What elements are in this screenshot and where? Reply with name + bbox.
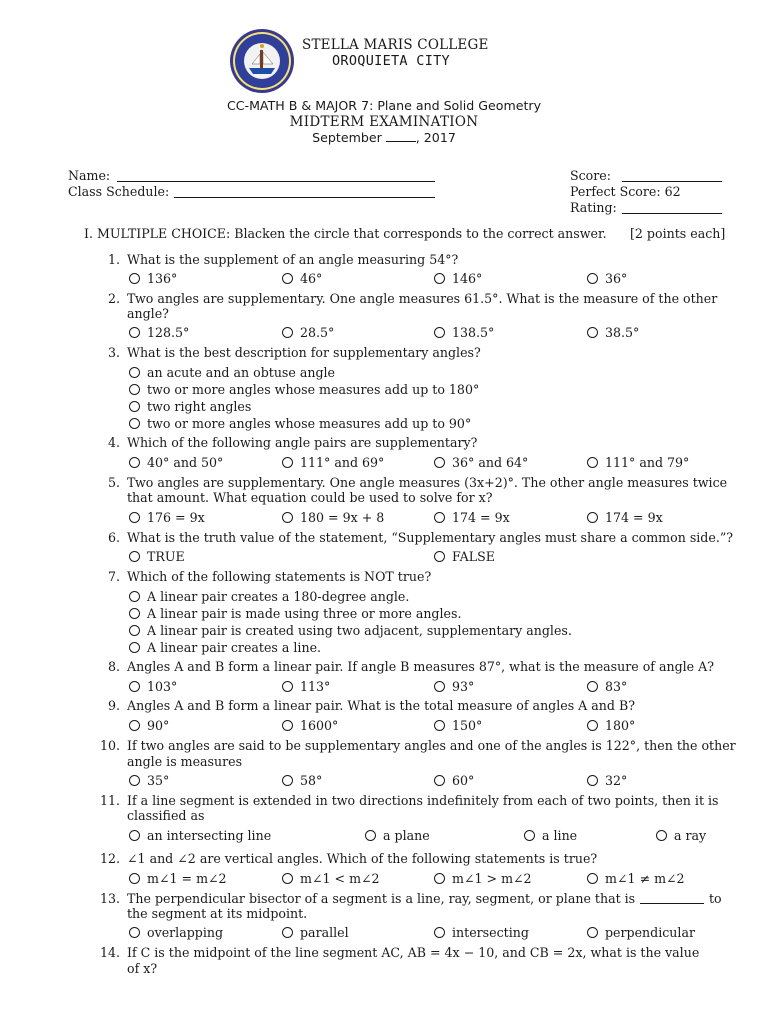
option[interactable] (587, 871, 685, 886)
radio-circle-icon[interactable] (129, 608, 140, 619)
schedule-label: Class Schedule: (68, 184, 170, 199)
radio-circle-icon[interactable] (434, 551, 445, 562)
option[interactable] (129, 325, 189, 340)
option[interactable] (365, 828, 430, 843)
option-label: 1600° (300, 718, 339, 733)
radio-circle-icon[interactable] (587, 273, 598, 284)
question-number: 10. (99, 738, 120, 753)
date-blank (386, 131, 416, 142)
radio-circle-icon[interactable] (129, 591, 140, 602)
option-label: 176 = 9x (147, 510, 205, 525)
option[interactable] (129, 510, 205, 525)
question-text: What is the truth value of the statement, “Supplementary angles must share a common side.”? (127, 530, 734, 545)
option[interactable] (129, 416, 471, 431)
radio-circle-icon[interactable] (129, 625, 140, 636)
option[interactable] (282, 510, 384, 525)
option[interactable] (282, 455, 384, 470)
question-text: Two angles are supplementary. One angle measures 61.5°. What is the measure of the other (127, 291, 718, 306)
option[interactable] (282, 271, 322, 286)
radio-circle-icon[interactable] (587, 457, 598, 468)
rating-field[interactable] (622, 213, 722, 214)
option[interactable] (434, 510, 510, 525)
radio-circle-icon[interactable] (129, 720, 140, 731)
radio-circle-icon[interactable] (587, 327, 598, 338)
option-label: two or more angles whose measures add up to 90° (147, 416, 472, 431)
question-text: Two angles are supplementary. One angle measures (3x+2)°. The other angle measures twice (127, 475, 728, 490)
option[interactable] (434, 773, 474, 788)
question-text: The perpendicular bisector of a segment is a line, ray, segment, or plane that is (127, 891, 636, 906)
option-label: a ray (674, 828, 707, 843)
section-title: I. MULTIPLE CHOICE: Blacken the circle that corresponds to the correct answer. (84, 226, 607, 241)
option-label: 40° and 50° (147, 455, 224, 470)
radio-circle-icon[interactable] (129, 873, 140, 884)
school-name: STELLA MARIS COLLEGE (302, 37, 489, 53)
option[interactable] (587, 718, 635, 733)
option[interactable] (129, 679, 177, 694)
option-label: 180° (605, 718, 636, 733)
option[interactable] (434, 925, 529, 940)
question-number: 3. (107, 345, 120, 360)
option-label: perpendicular (605, 925, 695, 940)
option[interactable] (587, 271, 627, 286)
radio-circle-icon[interactable] (282, 681, 293, 692)
date-month: September (312, 130, 382, 145)
option[interactable] (434, 325, 494, 340)
option-label: A linear pair creates a 180-degree angle. (147, 589, 410, 604)
exam-title: MIDTERM EXAMINATION (289, 114, 479, 130)
radio-circle-icon[interactable] (282, 775, 293, 786)
option-label: 180 = 9x + 8 (300, 510, 385, 525)
option[interactable] (129, 382, 479, 397)
option-label: m∠1 ≠ m∠2 (605, 871, 685, 886)
option-label: 111° and 79° (605, 455, 690, 470)
option-label: an intersecting line (147, 828, 272, 843)
option[interactable] (282, 679, 330, 694)
question-text: angle is measures (127, 754, 243, 769)
name-label: Name: (68, 168, 111, 183)
option-label: 113° (300, 679, 331, 694)
option[interactable] (129, 455, 223, 470)
question-number: 4. (107, 435, 120, 450)
question-number: 12. (99, 851, 120, 866)
option-label: 35° (147, 773, 170, 788)
option-label: two right angles (147, 399, 252, 414)
radio-circle-icon[interactable] (587, 720, 598, 731)
radio-circle-icon[interactable] (129, 775, 140, 786)
radio-circle-icon[interactable] (129, 830, 140, 841)
radio-circle-icon[interactable] (282, 327, 293, 338)
radio-circle-icon[interactable] (587, 873, 598, 884)
radio-circle-icon[interactable] (282, 720, 293, 731)
option[interactable] (282, 925, 349, 940)
question-text: Angles A and B form a linear pair. If angle B measures 87°, what is the measure of angle A? (127, 659, 714, 674)
option[interactable] (129, 399, 251, 414)
question-number: 13. (99, 891, 120, 906)
question-text: What is the best description for supplementary angles? (127, 345, 481, 360)
radio-circle-icon[interactable] (129, 551, 140, 562)
option[interactable] (129, 773, 169, 788)
option-label: 38.5° (605, 325, 640, 340)
question-number: 9. (107, 698, 120, 713)
option-label: 83° (605, 679, 628, 694)
radio-circle-icon[interactable] (434, 327, 445, 338)
fill-in-blank[interactable] (640, 903, 704, 904)
score-label: Score: (570, 168, 611, 183)
option[interactable] (129, 623, 572, 638)
option-label: 46° (300, 271, 323, 286)
radio-circle-icon[interactable] (434, 873, 445, 884)
option-label: 111° and 69° (300, 455, 385, 470)
radio-circle-icon[interactable] (434, 273, 445, 284)
question-number: 5. (107, 475, 120, 490)
question-number: 7. (107, 569, 120, 584)
option-label: 136° (147, 271, 178, 286)
question-number: 2. (107, 291, 120, 306)
option[interactable] (434, 455, 528, 470)
option[interactable] (587, 510, 663, 525)
radio-circle-icon[interactable] (587, 927, 598, 938)
date-year: , 2017 (415, 130, 456, 145)
option-label: m∠1 = m∠2 (147, 871, 227, 886)
option-label: 128.5° (147, 325, 190, 340)
radio-circle-icon[interactable] (587, 681, 598, 692)
radio-circle-icon[interactable] (434, 512, 445, 523)
option[interactable] (129, 925, 223, 940)
radio-circle-icon[interactable] (434, 457, 445, 468)
option-label: FALSE (452, 549, 495, 564)
option[interactable] (434, 549, 495, 564)
option[interactable] (587, 773, 627, 788)
option[interactable] (129, 589, 409, 604)
radio-circle-icon[interactable] (282, 457, 293, 468)
option-label: two or more angles whose measures add up to 180° (147, 382, 480, 397)
perfect-score: Perfect Score: 62 (570, 184, 681, 199)
radio-circle-icon[interactable] (129, 273, 140, 284)
question-text: If a line segment is extended in two directions indefinitely from each of two points, then it is (127, 793, 719, 808)
option[interactable] (587, 925, 695, 940)
option[interactable] (129, 871, 227, 886)
question-text: Which of the following angle pairs are supplementary? (127, 435, 478, 450)
radio-circle-icon[interactable] (129, 418, 140, 429)
radio-circle-icon[interactable] (365, 830, 376, 841)
option-label: 103° (147, 679, 178, 694)
option-label: 174 = 9x (605, 510, 663, 525)
option-label: A linear pair is created using two adjacent, supplementary angles. (147, 623, 572, 638)
option-label: 174 = 9x (452, 510, 510, 525)
radio-circle-icon[interactable] (587, 512, 598, 523)
question-text: angle? (127, 306, 169, 321)
radio-circle-icon[interactable] (587, 775, 598, 786)
option[interactable] (434, 871, 532, 886)
option[interactable] (129, 271, 177, 286)
option[interactable] (434, 718, 482, 733)
score-field[interactable] (622, 181, 722, 182)
option-label: 32° (605, 773, 628, 788)
option[interactable] (434, 679, 474, 694)
radio-circle-icon[interactable] (282, 512, 293, 523)
radio-circle-icon[interactable] (434, 720, 445, 731)
option-label: intersecting (452, 925, 529, 940)
question-number: 6. (107, 530, 120, 545)
radio-circle-icon[interactable] (129, 457, 140, 468)
option[interactable] (282, 773, 322, 788)
radio-circle-icon[interactable] (282, 273, 293, 284)
question-text: that amount. What equation could be used to solve for x? (127, 490, 493, 505)
radio-circle-icon[interactable] (129, 927, 140, 938)
option[interactable] (282, 871, 380, 886)
option-label: 28.5° (300, 325, 335, 340)
question-number: 8. (107, 659, 120, 674)
radio-circle-icon[interactable] (434, 775, 445, 786)
option[interactable] (129, 606, 461, 621)
option-label: 150° (452, 718, 483, 733)
radio-circle-icon[interactable] (129, 512, 140, 523)
option[interactable] (282, 325, 334, 340)
course-title: CC-MATH B & MAJOR 7: Plane and Solid Geometry (226, 98, 542, 113)
exam-date (0, 130, 768, 145)
option-label: parallel (300, 925, 349, 940)
radio-circle-icon[interactable] (129, 384, 140, 395)
question-text: Angles A and B form a linear pair. What is the total measure of angles A and B? (127, 698, 635, 713)
option[interactable] (656, 828, 706, 843)
radio-circle-icon[interactable] (129, 401, 140, 412)
option[interactable] (434, 271, 482, 286)
question-text: of x? (127, 961, 158, 976)
question-text: What is the supplement of an angle measuring 54°? (127, 252, 459, 267)
question-text: If C is the midpoint of the line segment AC, AB = 4x − 10, and CB = 2x, what is the value (127, 945, 700, 960)
rating-label: Rating: (570, 200, 617, 215)
option-label: 93° (452, 679, 475, 694)
question-text: classified as (127, 808, 205, 823)
option-label: an acute and an obtuse angle (147, 365, 336, 380)
option[interactable] (129, 828, 271, 843)
question-number: 1. (107, 252, 120, 267)
option-label: m∠1 > m∠2 (452, 871, 532, 886)
option-label: TRUE (147, 549, 185, 564)
option-label: m∠1 < m∠2 (300, 871, 380, 886)
radio-circle-icon[interactable] (282, 873, 293, 884)
radio-circle-icon[interactable] (129, 642, 140, 653)
option-label: A linear pair creates a line. (147, 640, 322, 655)
option[interactable] (587, 325, 639, 340)
radio-circle-icon[interactable] (434, 681, 445, 692)
option-label: A linear pair is made using three or more angles. (147, 606, 462, 621)
radio-circle-icon[interactable] (282, 927, 293, 938)
radio-circle-icon[interactable] (524, 830, 535, 841)
question-number: 14. (99, 945, 120, 960)
question-number: 11. (99, 793, 120, 808)
option-label: 90° (147, 718, 170, 733)
option-label: 60° (452, 773, 475, 788)
option[interactable] (587, 679, 627, 694)
option[interactable] (282, 718, 338, 733)
option-label: 36° (605, 271, 628, 286)
question-text: to (709, 891, 722, 906)
option-label: 138.5° (452, 325, 495, 340)
option-label: overlapping (147, 925, 224, 940)
option[interactable] (587, 455, 689, 470)
college-seal-logo (229, 28, 295, 94)
option-label: 36° and 64° (452, 455, 529, 470)
radio-circle-icon[interactable] (129, 681, 140, 692)
option-label: a plane (383, 828, 430, 843)
option[interactable] (129, 718, 169, 733)
option[interactable] (129, 549, 185, 564)
question-text: ∠1 and ∠2 are vertical angles. Which of the following statements is true? (127, 851, 598, 866)
schedule-field[interactable] (174, 197, 435, 198)
radio-circle-icon[interactable] (656, 830, 667, 841)
radio-circle-icon[interactable] (434, 927, 445, 938)
question-text: the segment at its midpoint. (127, 906, 308, 921)
question-text: Which of the following statements is NOT true? (127, 569, 432, 584)
radio-circle-icon[interactable] (129, 327, 140, 338)
option-label: 146° (452, 271, 483, 286)
name-field[interactable] (117, 181, 435, 182)
option-label: 58° (300, 773, 323, 788)
option[interactable] (129, 365, 335, 380)
question-text: If two angles are said to be supplementary angles and one of the angles is 122°, then the other (127, 738, 736, 753)
radio-circle-icon[interactable] (129, 367, 140, 378)
option[interactable] (129, 640, 321, 655)
section-points: [2 points each] (630, 226, 726, 241)
option-label: a line (542, 828, 578, 843)
option[interactable] (524, 828, 577, 843)
school-city: OROQUIETA CITY (332, 53, 450, 69)
